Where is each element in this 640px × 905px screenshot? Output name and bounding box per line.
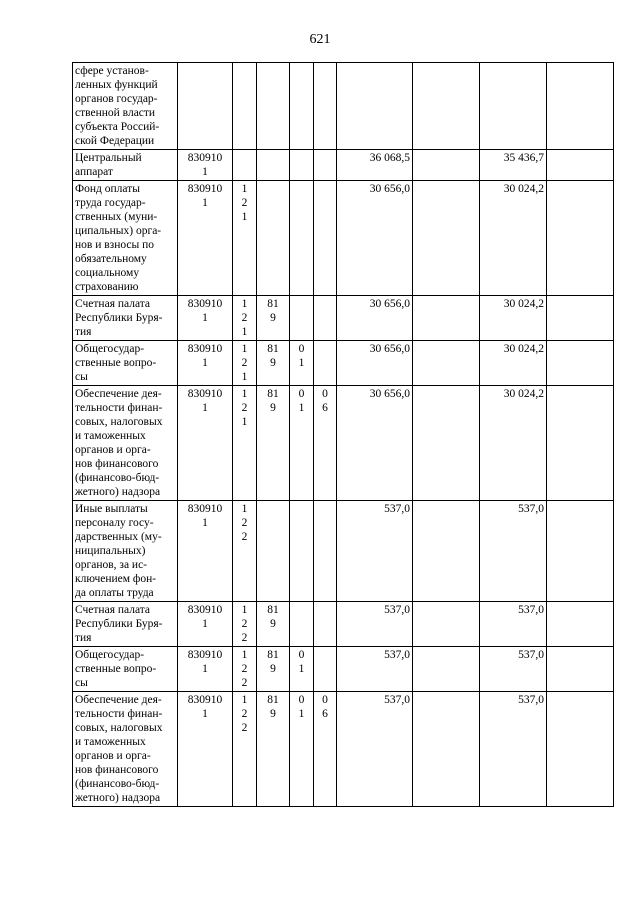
cell-section [290, 150, 314, 181]
cell-empty-1 [413, 692, 480, 807]
cell-section: 0 1 [290, 341, 314, 386]
cell-name: Обеспечение дея- тельности финан- совых, налоговых и таможенных органов и орга- нов финансового (финансово-бюд- жетного) надзора [73, 692, 178, 807]
cell-name: сфере установ- ленных функций органов государ- ственной власти субъекта Россий- ской Федерации [73, 63, 178, 150]
table-row [73, 296, 614, 341]
cell-name: Общегосудар- ственные вопро- сы [73, 341, 178, 386]
cell-subsection [314, 647, 337, 692]
cell-amount-2 [480, 63, 547, 150]
cell-empty-1 [413, 386, 480, 501]
cell-amount-1: 537,0 [337, 602, 413, 647]
table-body [73, 63, 614, 807]
cell-amount-2: 537,0 [480, 501, 547, 602]
cell-name: Счетная палата Республики Буря- тия [73, 602, 178, 647]
cell-empty-2 [547, 386, 614, 501]
cell-amount-2: 537,0 [480, 692, 547, 807]
table-row [73, 341, 614, 386]
page-number: 621 [309, 32, 331, 47]
cell-section: 0 1 [290, 647, 314, 692]
cell-empty-1 [413, 63, 480, 150]
cell-section [290, 63, 314, 150]
cell-name: Фонд оплаты труда государ- ственных (муни- ципальных) орга- нов и взносы по обязательному социальному страхованию [73, 181, 178, 296]
cell-expense-type: 1 2 1 [233, 296, 257, 341]
cell-subsection: 0 6 [314, 692, 337, 807]
cell-empty-1 [413, 501, 480, 602]
cell-expense-type: 1 2 2 [233, 602, 257, 647]
cell-empty-2 [547, 692, 614, 807]
cell-amount-1: 537,0 [337, 692, 413, 807]
cell-expense-type [233, 150, 257, 181]
table-row [73, 181, 614, 296]
cell-empty-2 [547, 501, 614, 602]
cell-name: Общегосудар- ственные вопро- сы [73, 647, 178, 692]
cell-empty-2 [547, 296, 614, 341]
cell-section [290, 602, 314, 647]
cell-empty-1 [413, 150, 480, 181]
table-row [73, 692, 614, 807]
cell-amount-2: 30 024,2 [480, 341, 547, 386]
cell-amount-1: 30 656,0 [337, 341, 413, 386]
cell-subsection [314, 341, 337, 386]
cell-expense-type: 1 2 2 [233, 647, 257, 692]
cell-amount-2: 35 436,7 [480, 150, 547, 181]
cell-section [290, 501, 314, 602]
cell-subsection [314, 181, 337, 296]
table-row [73, 150, 614, 181]
cell-amount-2: 30 024,2 [480, 296, 547, 341]
cell-subsection [314, 296, 337, 341]
cell-empty-2 [547, 63, 614, 150]
cell-empty-1 [413, 296, 480, 341]
cell-ministry-code: 81 9 [257, 602, 290, 647]
cell-target-code: 830910 1 [178, 150, 233, 181]
cell-target-code: 830910 1 [178, 181, 233, 296]
cell-ministry-code [257, 181, 290, 296]
cell-empty-2 [547, 181, 614, 296]
cell-subsection [314, 501, 337, 602]
cell-expense-type [233, 63, 257, 150]
cell-amount-2: 30 024,2 [480, 181, 547, 296]
cell-amount-2: 30 024,2 [480, 386, 547, 501]
budget-table [72, 62, 614, 807]
cell-empty-2 [547, 341, 614, 386]
cell-ministry-code [257, 63, 290, 150]
cell-amount-2: 537,0 [480, 647, 547, 692]
table-row [73, 602, 614, 647]
cell-ministry-code [257, 150, 290, 181]
cell-amount-1: 30 656,0 [337, 386, 413, 501]
cell-ministry-code: 81 9 [257, 692, 290, 807]
cell-amount-1 [337, 63, 413, 150]
cell-empty-2 [547, 150, 614, 181]
table-row [73, 647, 614, 692]
cell-target-code: 830910 1 [178, 341, 233, 386]
cell-amount-1: 537,0 [337, 501, 413, 602]
cell-section: 0 1 [290, 692, 314, 807]
table-row [73, 63, 614, 150]
cell-name: Обеспечение дея- тельности финан- совых, налоговых и таможенных органов и орга- нов финансового (финансово-бюд- жетного) надзора [73, 386, 178, 501]
cell-ministry-code: 81 9 [257, 386, 290, 501]
cell-empty-1 [413, 647, 480, 692]
cell-target-code: 830910 1 [178, 386, 233, 501]
cell-subsection [314, 602, 337, 647]
cell-name: Центральный аппарат [73, 150, 178, 181]
table-row [73, 501, 614, 602]
cell-name: Счетная палата Республики Буря- тия [73, 296, 178, 341]
cell-ministry-code [257, 501, 290, 602]
cell-empty-1 [413, 181, 480, 296]
cell-subsection: 0 6 [314, 386, 337, 501]
cell-section [290, 296, 314, 341]
cell-target-code: 830910 1 [178, 692, 233, 807]
cell-ministry-code: 81 9 [257, 296, 290, 341]
cell-empty-1 [413, 602, 480, 647]
cell-empty-2 [547, 602, 614, 647]
cell-empty-1 [413, 341, 480, 386]
cell-target-code [178, 63, 233, 150]
cell-target-code: 830910 1 [178, 296, 233, 341]
cell-expense-type: 1 2 1 [233, 341, 257, 386]
cell-ministry-code: 81 9 [257, 341, 290, 386]
cell-amount-2: 537,0 [480, 602, 547, 647]
cell-target-code: 830910 1 [178, 501, 233, 602]
cell-expense-type: 1 2 2 [233, 501, 257, 602]
cell-target-code: 830910 1 [178, 647, 233, 692]
cell-target-code: 830910 1 [178, 602, 233, 647]
table-row [73, 386, 614, 501]
cell-amount-1: 36 068,5 [337, 150, 413, 181]
cell-empty-2 [547, 647, 614, 692]
cell-section: 0 1 [290, 386, 314, 501]
cell-amount-1: 30 656,0 [337, 296, 413, 341]
cell-name: Иные выплаты персоналу госу- дарственных (му- ниципальных) органов, за ис- ключением фон- да оплаты труда [73, 501, 178, 602]
cell-ministry-code: 81 9 [257, 647, 290, 692]
cell-expense-type: 1 2 2 [233, 692, 257, 807]
cell-subsection [314, 150, 337, 181]
cell-expense-type: 1 2 1 [233, 386, 257, 501]
cell-section [290, 181, 314, 296]
cell-expense-type: 1 2 1 [233, 181, 257, 296]
cell-subsection [314, 63, 337, 150]
cell-amount-1: 537,0 [337, 647, 413, 692]
cell-amount-1: 30 656,0 [337, 181, 413, 296]
